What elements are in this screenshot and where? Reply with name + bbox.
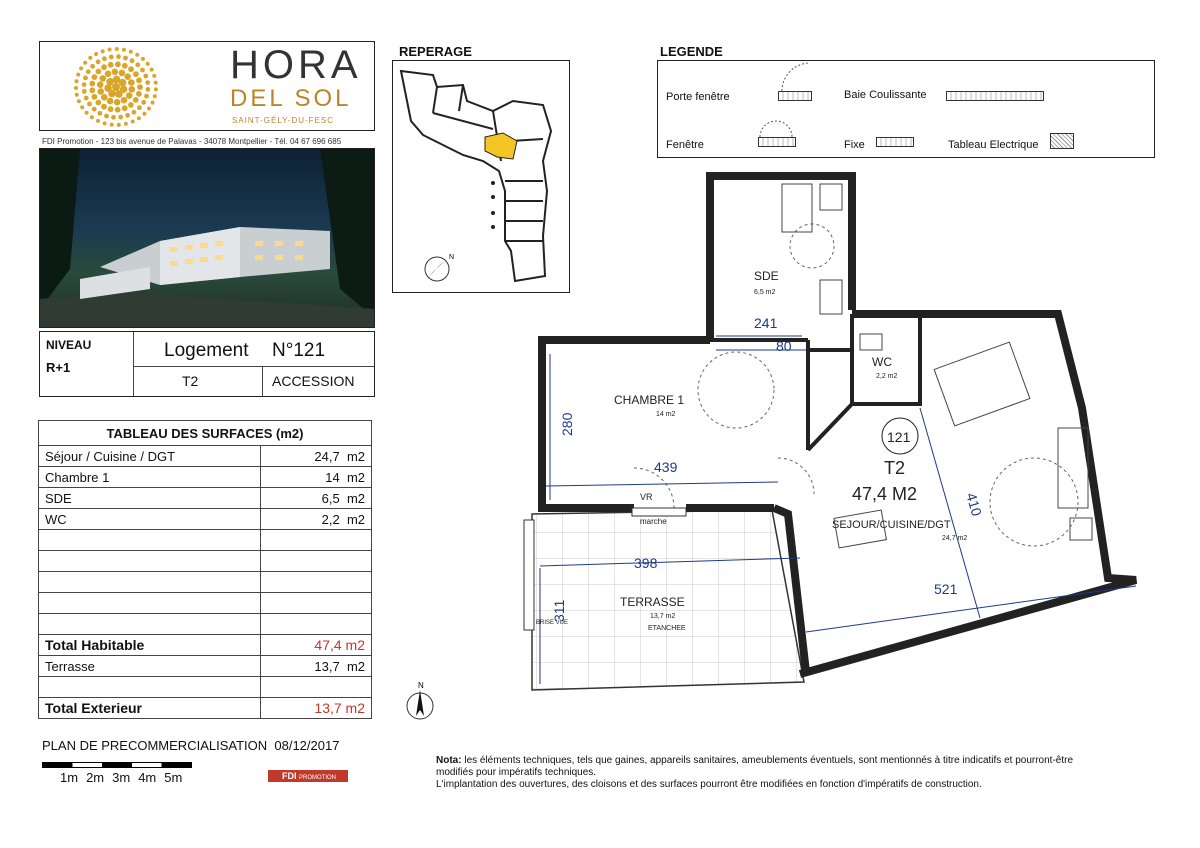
room-terrasse-note: ETANCHEE bbox=[648, 625, 686, 632]
vr-label: VR bbox=[640, 492, 653, 502]
level-label: NIVEAU bbox=[46, 338, 92, 352]
surface-row-empty bbox=[39, 572, 372, 593]
dim-280: 280 bbox=[559, 412, 575, 436]
surfaces-table bbox=[38, 420, 372, 719]
plan-date: 08/12/2017 bbox=[274, 738, 340, 753]
unit-area-plan: 47,4 M2 bbox=[852, 484, 918, 504]
legende-title: LEGENDE bbox=[660, 44, 723, 59]
room-chambre: CHAMBRE 1 bbox=[614, 393, 685, 407]
dim-241: 241 bbox=[754, 315, 778, 331]
legende-panel bbox=[657, 60, 1155, 158]
dim-80: 80 bbox=[776, 338, 792, 354]
room-wc: WC bbox=[872, 355, 892, 369]
north-arrow-icon bbox=[402, 680, 438, 722]
dim-410: 410 bbox=[963, 490, 986, 518]
dim-311: 311 bbox=[551, 599, 567, 622]
surface-row-empty bbox=[39, 530, 372, 551]
surface-row-empty bbox=[39, 551, 372, 572]
scale-label: 3m bbox=[112, 770, 131, 785]
legend-fixe: Fixe bbox=[844, 139, 865, 151]
scale-label: 2m bbox=[86, 770, 105, 785]
terrasse-label: Terrasse bbox=[39, 656, 261, 677]
brand-name-line1: HORA bbox=[230, 43, 362, 87]
surface-label: WC bbox=[39, 509, 261, 530]
reperage-title: REPERAGE bbox=[399, 44, 472, 59]
logo-panel bbox=[39, 41, 375, 131]
building-photo bbox=[39, 148, 375, 328]
logement-label: Logement bbox=[164, 340, 249, 361]
scale-label: 4m bbox=[138, 770, 157, 785]
logement-number: N°121 bbox=[272, 340, 326, 361]
legend-tableau: Tableau Electrique bbox=[948, 139, 1039, 151]
surface-value: 14 m2 bbox=[261, 467, 372, 488]
surface-value: 24,7 m2 bbox=[261, 446, 372, 467]
room-sejour: SEJOUR/CUISINE/DGT bbox=[832, 519, 951, 531]
total-exterieur-value: 13,7 m2 bbox=[261, 698, 372, 719]
fdi-logo: FDI PROMOTION bbox=[268, 770, 348, 782]
scale-label: 5m bbox=[164, 770, 183, 785]
legend-baie: Baie Coulissante bbox=[844, 89, 927, 101]
dim-398: 398 bbox=[634, 555, 658, 571]
room-sejour-area: 24,7 m2 bbox=[942, 535, 968, 542]
unit-header bbox=[39, 331, 375, 397]
brise-vue-label: BRISE VUE bbox=[536, 620, 569, 626]
surface-label: Séjour / Cuisine / DGT bbox=[39, 446, 261, 467]
svg-text:N: N bbox=[449, 254, 455, 261]
note: Nota: les éléments techniques, tels que gaines, appareils sanitaires, ameublements éventuels, sont mentionnés à titre indicatifs et pourront-être modifiés pour impératifs techniques. L'implantation des ouvertures, des cloisons et des surfaces pourront être modifiées en fonction d'impératifs de construction. bbox=[436, 755, 1074, 790]
surface-row-empty bbox=[39, 614, 372, 635]
room-wc-area: 2,2 m2 bbox=[876, 373, 898, 380]
total-habitable-value: 47,4 m2 bbox=[261, 635, 372, 656]
room-terrasse: TERRASSE bbox=[620, 595, 685, 609]
floor-plan bbox=[510, 168, 1150, 708]
svg-text:N: N bbox=[418, 681, 424, 690]
room-terrasse-area: 13,7 m2 bbox=[650, 613, 676, 620]
surface-value: 6,5 m2 bbox=[261, 488, 372, 509]
room-sde-area: 6,5 m2 bbox=[754, 289, 776, 296]
legend-porte-fenetre: Porte fenêtre bbox=[666, 91, 730, 103]
dim-521: 521 bbox=[934, 581, 958, 597]
total-habitable-label: Total Habitable bbox=[39, 635, 261, 656]
surface-row bbox=[39, 488, 372, 509]
surface-value: 2,2 m2 bbox=[261, 509, 372, 530]
scale-bar bbox=[42, 762, 192, 768]
room-sde: SDE bbox=[754, 269, 779, 283]
surface-label: SDE bbox=[39, 488, 261, 509]
surface-label: Chambre 1 bbox=[39, 467, 261, 488]
level-value: R+1 bbox=[46, 360, 71, 375]
legend-fenetre: Fenêtre bbox=[666, 139, 704, 151]
unit-type: T2 bbox=[182, 373, 199, 389]
total-exterieur-label: Total Exterieur bbox=[39, 698, 261, 719]
sun-logo-icon bbox=[68, 44, 164, 130]
unit-type-plan: T2 bbox=[884, 458, 906, 478]
plan-label: PLAN DE PRECOMMERCIALISATION 08/12/2017 bbox=[42, 738, 340, 753]
surface-row-empty bbox=[39, 593, 372, 614]
marche-label: marche bbox=[640, 517, 667, 526]
surfaces-title: TABLEAU DES SURFACES (m2) bbox=[39, 421, 372, 446]
legend-swings bbox=[658, 61, 1154, 157]
surface-row bbox=[39, 509, 372, 530]
unit-category: ACCESSION bbox=[272, 373, 355, 389]
dim-439: 439 bbox=[654, 459, 678, 475]
unit-number: 121 bbox=[887, 429, 911, 445]
scale-label: 1m bbox=[60, 770, 79, 785]
promoter-line: FDI Promotion - 123 bis avenue de Palavas - 34078 Montpellier - Tél. 04 67 696 685 bbox=[42, 137, 342, 146]
brand-location: SAINT-GÉLY-DU-FESC bbox=[232, 116, 335, 125]
brand-name-line2: DEL SOL bbox=[230, 85, 352, 112]
scale-labels bbox=[60, 770, 190, 785]
terrasse-value: 13,7 m2 bbox=[261, 656, 372, 677]
surface-row bbox=[39, 446, 372, 467]
room-chambre-area: 14 m2 bbox=[656, 411, 676, 418]
surface-row bbox=[39, 467, 372, 488]
